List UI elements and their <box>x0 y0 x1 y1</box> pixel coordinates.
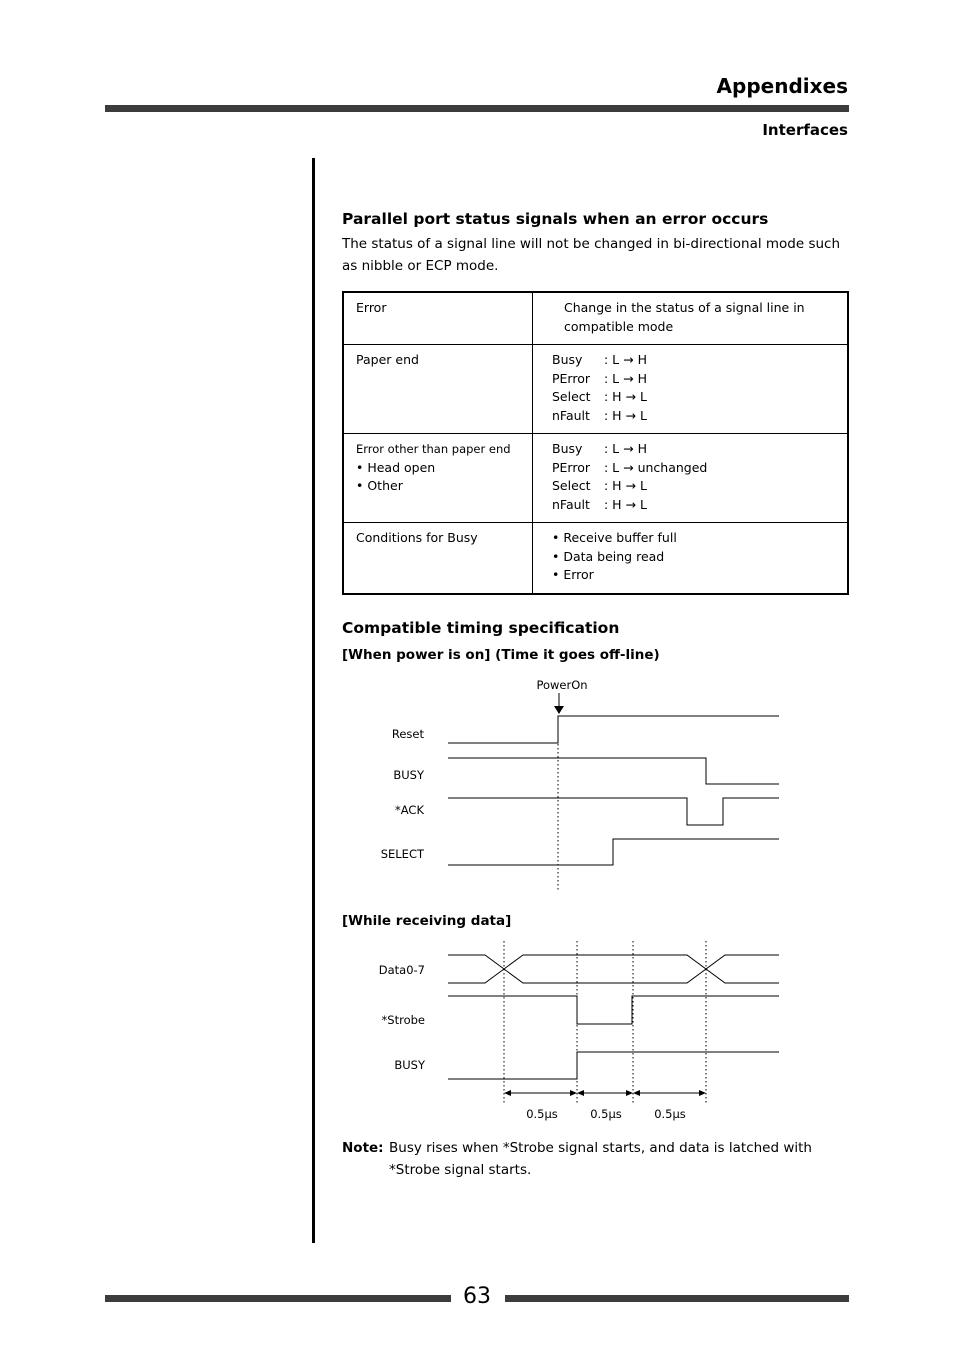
signal-value: : H → L <box>604 496 647 512</box>
signal-value: : L → H <box>604 370 647 386</box>
section-heading-status-signals: Parallel port status signals when an error occurs <box>342 210 769 228</box>
section-paragraph: The status of a signal line will not be changed in bi-directional mode such as nibble or ECP mode. <box>342 236 841 274</box>
interval-arrowhead <box>504 1090 511 1096</box>
busy-waveform <box>448 758 779 784</box>
error-bullet: • Other <box>356 478 403 493</box>
signal-label-strobe: *Strobe <box>381 1013 425 1027</box>
interval-arrowhead <box>570 1090 577 1096</box>
signal-label-busy: BUSY <box>393 768 424 782</box>
signal-value: : H → L <box>604 478 647 493</box>
section-heading-timing: Compatible timing specification <box>342 619 620 637</box>
note-label: Note: <box>342 1140 384 1156</box>
reset-waveform <box>448 716 779 743</box>
error-title: Error other than paper end <box>356 442 511 456</box>
table-header-change: Change in the status of a signal line in compatible mode <box>533 292 849 345</box>
interval-label: 0.5μs <box>590 1107 622 1121</box>
data-bus-upper <box>448 955 779 983</box>
signal-value: : L → H <box>604 352 647 367</box>
signal-label-select: SELECT <box>380 847 424 861</box>
signal-label-reset: Reset <box>391 727 424 741</box>
timing-subheading-power-on: [When power is on] (Time it goes off-line) <box>342 647 660 663</box>
table-cell-error: Conditions for Busy <box>343 523 533 594</box>
table-header-error: Error <box>343 292 533 345</box>
signal-value: : H → L <box>604 389 647 404</box>
ack-waveform <box>448 798 779 825</box>
error-bullet: • Head open <box>356 459 436 475</box>
signal-label-ack: *ACK <box>395 803 424 817</box>
signal-name: Busy <box>552 441 583 456</box>
signal-name: PError <box>552 370 591 386</box>
signal-name: Busy <box>552 352 583 367</box>
receiving-data-timing-diagram <box>0 900 954 1130</box>
condition-item: • Receive buffer full <box>552 530 677 545</box>
signal-label-busy: BUSY <box>394 1058 425 1072</box>
interval-arrowhead <box>699 1090 706 1096</box>
signal-value: : H → L <box>604 407 647 423</box>
page-header-title: Appendixes <box>716 74 848 98</box>
signal-name: nFault <box>552 407 590 423</box>
strobe-waveform <box>448 996 779 1024</box>
data-bus-lower <box>448 955 779 983</box>
interval-label: 0.5μs <box>526 1107 558 1121</box>
interval-arrowhead <box>577 1090 584 1096</box>
page-number: 63 <box>463 1284 491 1309</box>
interval-arrowhead <box>633 1090 640 1096</box>
condition-item: • Error <box>552 567 594 582</box>
interval-label: 0.5μs <box>654 1107 686 1121</box>
table-cell-error: Paper end <box>343 345 533 434</box>
poweron-arrow-head <box>554 706 564 714</box>
interval-arrowhead <box>626 1090 633 1096</box>
select-waveform <box>448 839 779 865</box>
page-header-subtitle: Interfaces <box>762 121 848 139</box>
signal-value: : L → H <box>604 441 647 456</box>
signal-name: Select <box>552 389 591 404</box>
signal-value: : L → unchanged <box>604 459 708 475</box>
busy-receive-waveform <box>448 1052 779 1079</box>
signal-name: PError <box>552 459 591 475</box>
footer-rule-right <box>505 1295 849 1302</box>
condition-item: • Data being read <box>552 548 665 564</box>
signal-name: nFault <box>552 496 590 512</box>
signal-name: Select <box>552 478 591 493</box>
signal-label-data: Data0-7 <box>378 963 425 977</box>
footer-rule-left <box>105 1295 451 1302</box>
timing-subheading-receiving: [While receiving data] <box>342 913 512 929</box>
note-text: Busy rises when *Strobe signal starts, and data is latched with *Strobe signal starts. <box>389 1140 812 1178</box>
poweron-label: PowerOn <box>536 678 588 692</box>
